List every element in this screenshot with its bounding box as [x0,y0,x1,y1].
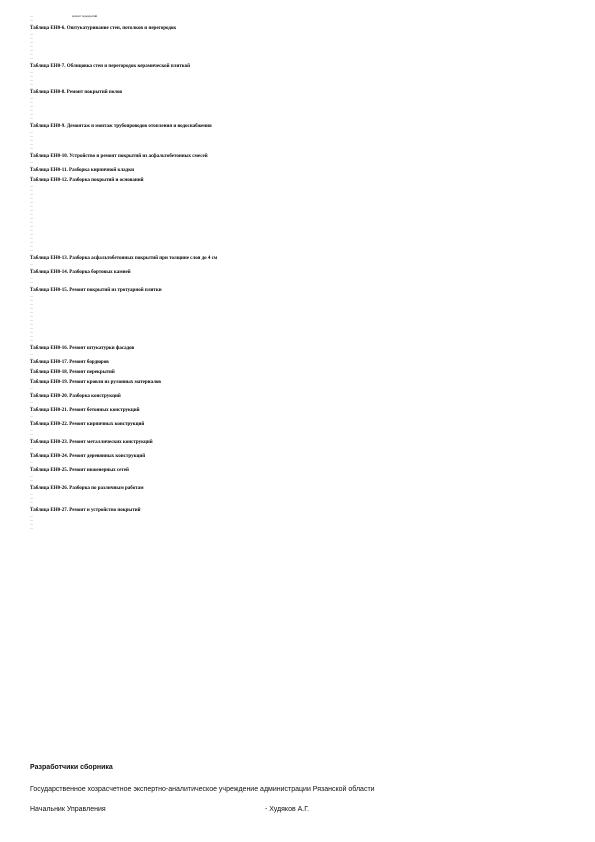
table-cell: … [30,302,33,306]
table-cell: … [30,436,33,440]
table-title: Таблица ЕН0-23. Ремонт металлических конструкций [30,440,153,445]
table-cell: … [30,298,33,302]
table-cell: … [30,70,33,74]
table-title: Таблица ЕН0-7. Облицовка стен и перегородок керамической плиткой [30,64,190,69]
table-cell: … [30,216,33,220]
table-cell: … [30,386,33,390]
table-cell: … [30,376,33,380]
table-cell: … [30,418,33,422]
table-cell: … [30,314,33,318]
table-cell: … [30,464,33,468]
table-title: Таблица ЕН0-9. Демонтаж и монтаж трубопроводов отопления и водоснабжения [30,124,212,129]
table-title: Таблица ЕН0-24. Ремонт деревянных конструкций [30,454,146,459]
table-cell: … [30,188,33,192]
table-cell: … [30,514,33,518]
table-cell: … [30,306,33,310]
table-cell: ремонт перекрытий [72,14,98,18]
table-title: Таблица ЕН0-12. Разборка покрытий и оснований [30,178,144,183]
table-title: Таблица ЕН0-18. Ремонт перекрытий [30,370,115,375]
table-cell: … [30,504,33,508]
table-cell: … [30,146,33,150]
table-cell: … [30,120,33,124]
table-cell: … [30,390,33,394]
table-cell: … [30,526,33,530]
table-cell: … [30,474,33,478]
position-title: Начальник Управления [30,806,106,813]
table-title: Таблица ЕН0-20. Разборка конструкций [30,394,121,399]
table-cell: … [30,212,33,216]
table-cell: … [30,142,33,146]
table-title: Таблица ЕН0-13. Разборка асфальтобетонных покрытий при толщине слоя до 4 см [30,256,218,261]
table-cell: … [30,266,33,270]
table-cell: … [30,108,33,112]
table-cell: … [30,284,33,288]
table-cell: … [30,22,33,26]
table-cell: … [30,310,33,314]
table-cell: … [30,220,33,224]
table-title: Таблица ЕН0-25. Ремонт инженерных сетей [30,468,129,473]
table-cell: … [30,184,33,188]
table-cell: … [30,280,33,284]
table-cell: … [30,116,33,120]
table-cell: … [30,500,33,504]
table-cell: … [30,164,33,168]
table-cell: … [30,326,33,330]
table-cell: … [30,294,33,298]
table-cell: … [30,130,33,134]
table-cell: … [30,18,33,22]
table-cell: … [30,32,33,36]
table-title: Таблица ЕН0-15. Ремонт покрытий из тротуарной плитки [30,288,162,293]
table-cell: … [30,496,33,500]
table-cell: … [30,276,33,280]
table-cell: … [30,174,33,178]
table-cell: … [30,208,33,212]
table-title: Таблица ЕН0-26. Разборка по различным работам [30,486,144,491]
table-cell: … [30,160,33,164]
table-title: Таблица ЕН0-22. Ремонт кирпичных конструкций [30,422,145,427]
table-cell: … [30,228,33,232]
table-cell: … [30,478,33,482]
table-cell: … [30,318,33,322]
table-row [30,526,570,530]
table-cell: … [30,428,33,432]
table-cell: … [30,482,33,486]
table-cell: … [30,404,33,408]
table-cell: … [30,86,33,90]
table-cell: … [30,150,33,154]
table-cell: … [30,342,33,346]
table-cell: … [30,48,33,52]
organization-name: Государственное хозрасчетное экспертно-аналитическое учреждение администрации Рязанской области [30,786,375,793]
table-cell: … [30,352,33,356]
table-title: Таблица ЕН0-17. Ремонт бордюров [30,360,109,365]
table-title: Таблица ЕН0-11. Разборка кирпичной кладки [30,168,134,173]
table-cell: … [30,82,33,86]
table-cell: … [30,96,33,100]
table-cell: … [30,492,33,496]
table-cell: … [30,366,33,370]
table-cell: … [30,240,33,244]
table-cell: … [30,400,33,404]
table-cell: … [30,432,33,436]
table-cell: … [30,224,33,228]
table-cell: … [30,232,33,236]
table-title: Таблица ЕН0-10. Устройство и ремонт покрытий из асфальтобетонных смесей [30,154,208,159]
table-cell: … [30,338,33,342]
table-cell: … [30,134,33,138]
table-cell: … [30,334,33,338]
table-cell: … [30,356,33,360]
table-cell: … [30,104,33,108]
table-title: Таблица ЕН0-21. Ремонт бетонных конструкций [30,408,140,413]
document-body [30,14,570,530]
table-cell: … [30,414,33,418]
table-cell: … [30,60,33,64]
table-cell: … [30,196,33,200]
table-title: Таблица ЕН0-19. Ремонт кровли из рулонных материалов [30,380,161,385]
signatory-name: - Худяков А.Г. [265,806,310,813]
table-title: Таблица ЕН0-16. Ремонт штукатурки фасадов [30,346,135,351]
table-cell: … [30,36,33,40]
table-cell: … [30,14,33,18]
table-cell: … [30,204,33,208]
table-cell: … [30,522,33,526]
table-cell: … [30,138,33,142]
table-cell: … [30,248,33,252]
table-cell: … [30,330,33,334]
table-cell: … [30,262,33,266]
table-cell: … [30,78,33,82]
table-cell: … [30,518,33,522]
table-cell: … [30,244,33,248]
table-cell: … [30,450,33,454]
table-title: Таблица ЕН0-14. Разборка бортовых камней [30,270,131,275]
table-cell: … [30,446,33,450]
table-cell: … [30,112,33,116]
table-cell: … [30,44,33,48]
table-title: Таблица ЕН0-27. Ремонт и устройство покрытий [30,508,141,513]
table-cell: … [30,40,33,44]
table-cell: … [30,74,33,78]
table-cell: … [30,460,33,464]
table-cell: … [30,56,33,60]
table-title: Таблица ЕН0-6. Оштукатуривание стен, потолков и перегородок [30,26,177,31]
developers-heading: Разработчики сборника [30,764,113,771]
table-cell: … [30,100,33,104]
table-cell: … [30,252,33,256]
table-cell: … [30,322,33,326]
table-cell: … [30,52,33,56]
table-cell: … [30,192,33,196]
table-cell: … [30,200,33,204]
table-cell: … [30,236,33,240]
table-title: Таблица ЕН0-8. Ремонт покрытий полов [30,90,123,95]
